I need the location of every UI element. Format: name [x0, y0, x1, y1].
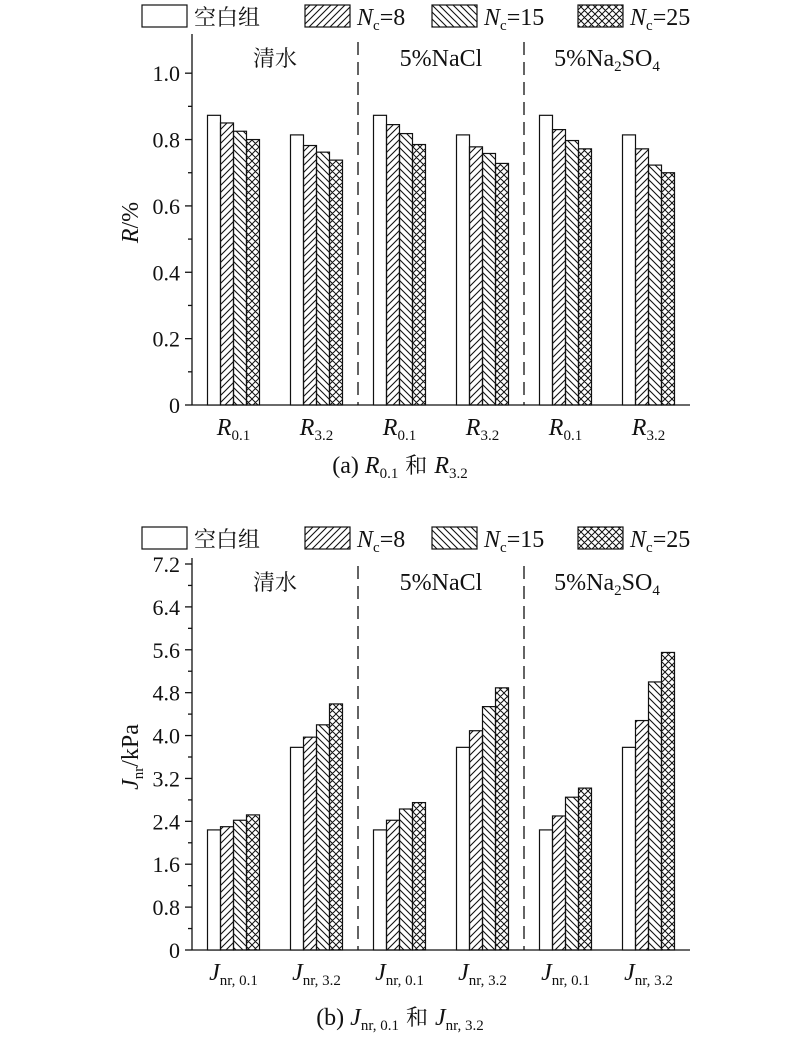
y-tick-label: 0.8: [152, 127, 180, 153]
legend-label-2: $N_c=15$: [484, 527, 545, 556]
y-tick-label: 0.8: [152, 895, 180, 921]
y-tick-label: 1.0: [152, 61, 180, 87]
y-tick-label: 6.4: [152, 594, 180, 620]
group-label-1: 5%NaCl: [399, 46, 483, 72]
legend-label-2: $N_c=15$: [484, 5, 545, 34]
bar-空白组-Jnr, 3.2: [291, 747, 304, 950]
bar-Nc=25-R0.1: [413, 145, 426, 405]
y-tick-label: 4.0: [152, 723, 180, 749]
bar-Nc=8-R0.1: [387, 125, 400, 405]
legend-swatch-3: [578, 527, 623, 549]
legend-swatch-0: [142, 5, 187, 27]
panel-b: [118, 527, 690, 1034]
x-tick-label: $J_{nr, 3.2}$: [624, 960, 673, 989]
group-label-0: 清水: [252, 571, 298, 596]
bar-Nc=15-R0.1: [400, 134, 413, 405]
legend-label-1: $N_c=8$: [357, 5, 406, 34]
x-tick-label: $J_{nr, 0.1}$: [541, 960, 590, 989]
y-tick-label: 0: [169, 393, 180, 418]
bar-Nc=25-Jnr, 3.2: [330, 704, 343, 950]
bar-Nc=25-Jnr, 3.2: [496, 688, 509, 950]
y-axis-label: R/%: [118, 201, 144, 244]
legend-label-3: $N_c=25$: [630, 5, 691, 34]
bar-空白组-R3.2: [623, 135, 636, 405]
legend-b: [142, 527, 690, 556]
bar-Nc=15-Jnr, 0.1: [234, 820, 247, 950]
x-tick-label: $R_{3.2}$: [465, 415, 500, 444]
bar-Nc=25-Jnr, 3.2: [662, 652, 675, 950]
x-tick-label: $R_{3.2}$: [299, 415, 334, 444]
x-tick-label: $J_{nr, 3.2}$: [458, 960, 507, 989]
bar-空白组-Jnr, 0.1: [208, 830, 221, 950]
x-tick-label: $R_{0.1}$: [548, 415, 583, 444]
x-tick-label: $J_{nr, 0.1}$: [209, 960, 258, 989]
bar-Nc=15-Jnr, 3.2: [483, 707, 496, 950]
legend-label-0: 空白组: [194, 528, 261, 553]
bar-Nc=8-Jnr, 3.2: [470, 731, 483, 950]
y-tick-label: 0.4: [152, 260, 180, 286]
caption-a: [332, 453, 467, 482]
legend-swatch-0: [142, 527, 187, 549]
bar-空白组-R3.2: [457, 135, 470, 405]
x-tick-label: $R_{0.1}$: [216, 415, 251, 444]
legend-swatch-2: [432, 527, 477, 549]
bar-Nc=25-Jnr, 0.1: [579, 788, 592, 950]
plot-a: [118, 34, 690, 444]
bar-空白组-Jnr, 3.2: [623, 747, 636, 950]
bar-Nc=8-R0.1: [221, 123, 234, 405]
bar-Nc=15-Jnr, 3.2: [317, 725, 330, 950]
bar-Nc=15-Jnr, 3.2: [649, 682, 662, 950]
bar-Nc=8-Jnr, 3.2: [304, 737, 317, 950]
bar-空白组-R0.1: [374, 115, 387, 405]
bar-Nc=8-R3.2: [470, 147, 483, 405]
group-label-2: $5\%Na_2SO_4$: [554, 570, 660, 599]
y-tick-label: 2.4: [152, 809, 180, 835]
bar-Nc=8-R0.1: [553, 130, 566, 405]
legend-swatch-1: [305, 527, 350, 549]
bar-空白组-R0.1: [540, 115, 553, 405]
y-tick-label: 1.6: [152, 852, 180, 878]
y-axis-label: $J_{nr}$/kPa: [118, 724, 147, 790]
bar-Nc=25-Jnr, 0.1: [413, 803, 426, 950]
group-label-0: 清水: [252, 47, 298, 72]
legend-swatch-3: [578, 5, 623, 27]
bar-Nc=8-R3.2: [304, 146, 317, 405]
x-tick-label: $J_{nr, 3.2}$: [292, 960, 341, 989]
caption-b: [316, 1005, 484, 1034]
y-tick-label: 5.6: [152, 637, 180, 663]
bar-Nc=15-Jnr, 0.1: [566, 797, 579, 950]
x-tick-label: $R_{3.2}$: [631, 415, 666, 444]
y-tick-label: 4.8: [152, 680, 180, 706]
bar-Nc=25-R0.1: [579, 149, 592, 405]
bar-Nc=8-Jnr, 0.1: [221, 827, 234, 950]
bar-Nc=8-R3.2: [636, 149, 649, 405]
figure-caption: (b) $J_{nr, 0.1}$ 和 $J_{nr, 3.2}$: [316, 1005, 484, 1034]
group-label-1: 5%NaCl: [399, 570, 483, 596]
y-tick-label: 0.2: [152, 326, 180, 352]
x-tick-label: $R_{0.1}$: [382, 415, 417, 444]
y-tick-label: 0: [169, 938, 180, 963]
bar-Nc=15-R3.2: [483, 153, 496, 405]
bar-Nc=25-R0.1: [247, 140, 260, 405]
y-tick-label: 3.2: [152, 766, 180, 792]
legend-swatch-2: [432, 5, 477, 27]
figure-caption: (a) $R_{0.1}$ 和 $R_{3.2}$: [332, 453, 468, 482]
bar-Nc=15-R0.1: [234, 131, 247, 405]
bar-空白组-Jnr, 0.1: [540, 830, 553, 950]
legend-label-1: $N_c=8$: [357, 527, 406, 556]
bar-空白组-R3.2: [291, 135, 304, 405]
bar-Nc=15-R3.2: [649, 165, 662, 405]
bar-Nc=25-Jnr, 0.1: [247, 815, 260, 950]
bar-Nc=25-R3.2: [330, 160, 343, 405]
bar-Nc=15-R0.1: [566, 141, 579, 405]
bar-空白组-R0.1: [208, 115, 221, 405]
bar-Nc=15-R3.2: [317, 152, 330, 405]
legend-swatch-1: [305, 5, 350, 27]
bar-Nc=25-R3.2: [496, 163, 509, 405]
legend-label-0: 空白组: [194, 6, 261, 31]
bar-空白组-Jnr, 3.2: [457, 747, 470, 950]
plot-b: [118, 552, 690, 989]
bar-Nc=15-Jnr, 0.1: [400, 809, 413, 950]
y-tick-label: 0.6: [152, 193, 180, 219]
panel-a: [118, 5, 690, 482]
bar-Nc=8-Jnr, 0.1: [553, 816, 566, 950]
legend-a: [142, 5, 690, 34]
group-label-2: $5\%Na_2SO_4$: [554, 46, 660, 75]
legend-label-3: $N_c=25$: [630, 527, 691, 556]
bar-Nc=8-Jnr, 3.2: [636, 721, 649, 950]
bar-Nc=8-Jnr, 0.1: [387, 820, 400, 950]
bar-Nc=25-R3.2: [662, 173, 675, 405]
bar-空白组-Jnr, 0.1: [374, 830, 387, 950]
x-tick-label: $J_{nr, 0.1}$: [375, 960, 424, 989]
y-tick-label: 7.2: [152, 552, 180, 577]
